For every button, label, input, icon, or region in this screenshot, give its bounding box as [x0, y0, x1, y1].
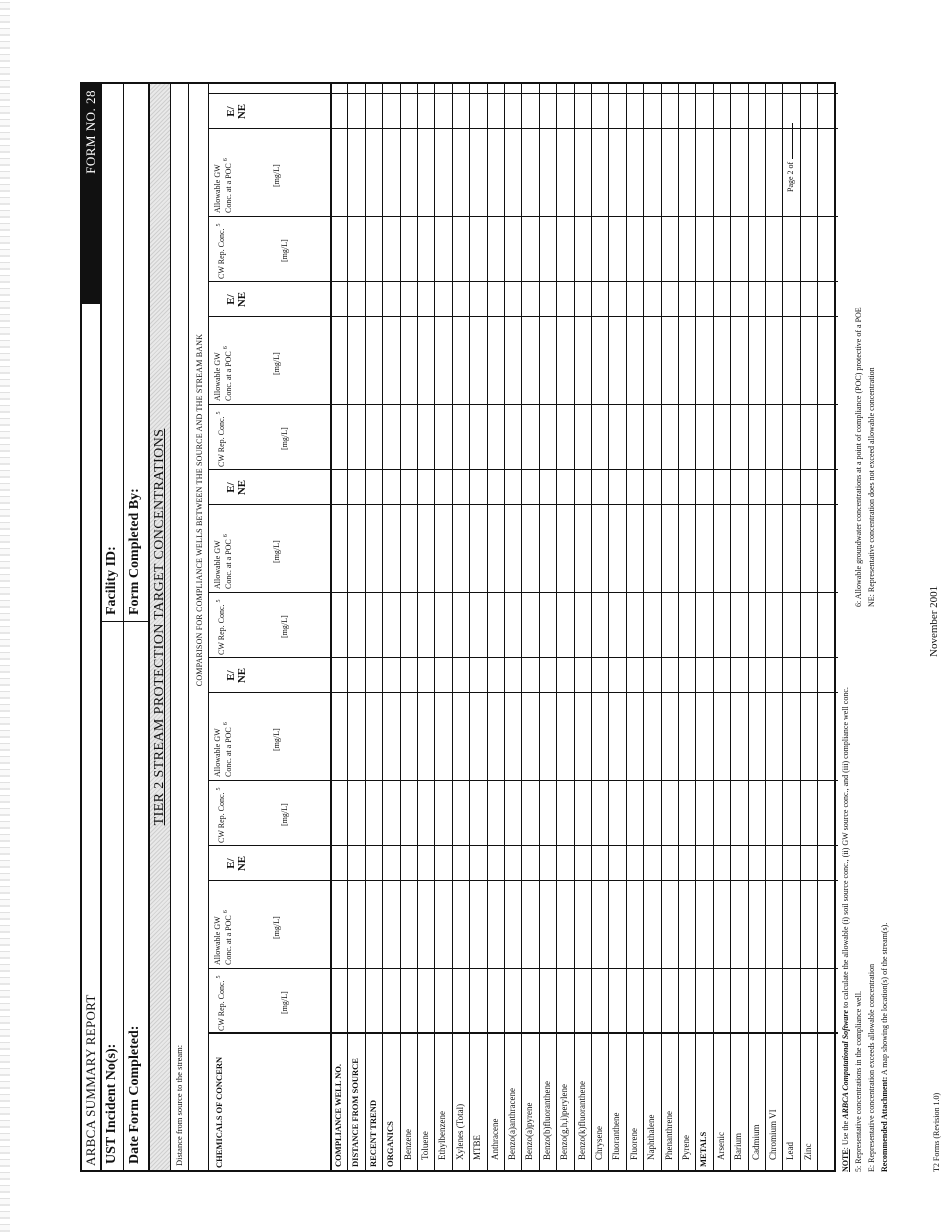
footnote-6: 6	[223, 534, 229, 538]
group-divider	[208, 469, 838, 470]
column-divider	[208, 880, 838, 881]
chemical-row-label: Toluene	[420, 1131, 430, 1160]
header-bottom-divider	[330, 84, 332, 1170]
column-divider	[208, 128, 838, 129]
metal-row-label: Lead	[785, 1142, 796, 1160]
allowable-line2: Conc. at a POC	[224, 915, 233, 965]
group-divider	[208, 1032, 838, 1034]
row-divider	[556, 84, 557, 1170]
allowable-gw-header	[212, 319, 236, 401]
column-divider	[208, 504, 838, 505]
row-divider	[434, 84, 435, 1170]
attachment-text: A map showing the location(s) of the stream(s).	[880, 922, 889, 1077]
footnote-5: 5	[216, 599, 222, 603]
allowable-line1: Allowable GW	[213, 540, 222, 589]
e-label: E/	[225, 482, 237, 493]
report-title: ARBCA SUMMARY REPORT	[83, 994, 98, 1166]
cw-rep-conc-header	[216, 594, 229, 655]
footer-revision: T2 Forms (Revision 1.0)	[932, 1092, 941, 1172]
e-ne-header	[226, 94, 248, 129]
allowable-unit: [mg/L]	[272, 916, 281, 939]
title-bar	[82, 84, 100, 1170]
cw-unit: [mg/L]	[280, 803, 289, 826]
divider	[208, 84, 209, 1170]
info-row-label: DISTANCE FROM SOURCE	[350, 1058, 361, 1167]
chemical-row-label: Pyrene	[681, 1135, 691, 1160]
allowable-line2: Conc. at a POC	[224, 351, 233, 401]
group-divider	[208, 845, 838, 846]
row-divider	[730, 84, 731, 1170]
e-label: E/	[225, 106, 237, 117]
organics-section-label: ORGANICS	[385, 1121, 396, 1167]
divider	[123, 84, 124, 1170]
allowable-line1: Allowable GW	[213, 352, 222, 401]
note-ne: NE: Representative concentration does not exceed allowable concentration	[867, 367, 876, 607]
page-number-text: Page 2 of	[786, 161, 795, 192]
row-divider	[817, 84, 818, 1170]
row-divider	[382, 84, 383, 1170]
column-divider	[208, 592, 838, 593]
row-divider	[347, 84, 348, 1170]
row-divider	[765, 84, 766, 1170]
allowable-gw-header	[212, 131, 236, 213]
row-divider	[608, 84, 609, 1170]
distance-to-stream-label: Distance from source to the stream:	[174, 1044, 184, 1166]
chemical-row-label: Ethylbenzene	[437, 1111, 448, 1160]
cw-rep-conc-label: CW Rep. Conc.	[217, 980, 226, 1031]
note-main	[840, 687, 852, 1172]
chemical-row-label: Fluoranthene	[611, 1112, 622, 1160]
cw-rep-conc-label: CW Rep. Conc.	[217, 604, 226, 655]
chemical-row-label: Anthracene	[489, 1118, 500, 1160]
allowable-gw-header	[212, 695, 236, 777]
chemical-row-label: Chrysene	[594, 1126, 604, 1160]
section-title: TIER 2 STREAM PROTECTION TARGET CONCENTRATIONS	[152, 428, 167, 826]
column-divider	[208, 968, 838, 969]
row-divider	[469, 84, 470, 1170]
row-divider	[417, 84, 418, 1170]
allowable-line2-wrap	[223, 319, 236, 401]
row-divider	[400, 84, 401, 1170]
footnote-6: 6	[223, 346, 229, 350]
cw-rep-conc-label: CW Rep. Conc.	[217, 416, 226, 467]
row-divider	[626, 84, 627, 1170]
row-divider	[661, 84, 662, 1170]
cw-rep-conc-header	[216, 218, 229, 279]
chemical-row-label: Benzene	[402, 1129, 413, 1160]
e-ne-header	[226, 658, 248, 693]
divider	[100, 621, 150, 622]
group-divider	[208, 657, 838, 658]
form-number-badge: FORM NO. 28	[82, 84, 100, 304]
e-ne-header	[226, 846, 248, 881]
e-label: E/	[225, 858, 237, 869]
chemical-row-label: Benzo(g,h,i)perylene	[559, 1084, 570, 1160]
allowable-line1: Allowable GW	[213, 916, 222, 965]
note-5: 5: Representative concentrations in the compliance well.	[854, 990, 863, 1172]
note-e: E: Representative concentration exceeds allowable concentration	[867, 963, 876, 1172]
column-divider	[208, 780, 838, 781]
allowable-line2: Conc. at a POC	[224, 727, 233, 777]
recommended-attachment	[879, 923, 891, 1172]
ne-label: NE	[236, 667, 248, 684]
cw-unit: [mg/L]	[280, 239, 289, 262]
info-row-label: RECENT TREND	[367, 1100, 378, 1167]
allowable-line2-wrap	[223, 883, 236, 965]
allowable-unit: [mg/L]	[272, 728, 281, 751]
metal-row-label: Arsenic	[715, 1132, 726, 1160]
ne-label: NE	[236, 103, 248, 120]
arbca-form	[80, 82, 836, 1172]
chemical-row-label: Naphthalene	[646, 1114, 657, 1160]
row-divider	[591, 84, 592, 1170]
cw-rep-conc-header	[216, 782, 229, 843]
footnote-6: 6	[223, 158, 229, 162]
footnote-6: 6	[223, 910, 229, 914]
ne-label: NE	[236, 479, 248, 496]
chemical-row-label: Benzo(b)fluoranthene	[541, 1081, 552, 1160]
footnote-5: 5	[216, 411, 222, 415]
cw-rep-conc-label: CW Rep. Conc.	[217, 792, 226, 843]
note-text-a: : Use the	[841, 1118, 850, 1150]
table-right-edge	[208, 93, 838, 94]
footnote-5: 5	[216, 223, 222, 227]
allowable-line2-wrap	[223, 695, 236, 777]
info-row-label: COMPLIANCE WELL NO.	[333, 1063, 343, 1167]
column-divider	[208, 316, 838, 317]
row-divider	[539, 84, 540, 1170]
metal-row-label: Chromium VI	[768, 1109, 778, 1160]
cw-rep-conc-header	[216, 970, 229, 1031]
metal-row-label: Barium	[733, 1133, 744, 1160]
page-number	[786, 123, 795, 192]
chemical-row-label: Benzo(a)anthracene	[507, 1088, 517, 1160]
allowable-unit: [mg/L]	[272, 540, 281, 563]
column-divider	[208, 404, 838, 405]
footer-date: November 2001	[928, 585, 940, 657]
divider	[170, 84, 171, 1170]
scan-artifact-strip	[0, 0, 10, 1232]
note-text-b: to calculate the allowable (i) soil source conc., (ii) GW source conc., and (iii) compliance well conc.	[841, 687, 850, 1010]
row-divider	[782, 84, 783, 1170]
metal-row-label: Zinc	[802, 1143, 813, 1160]
e-label: E/	[225, 294, 237, 305]
group-divider	[208, 281, 838, 282]
metals-section-label: METALS	[698, 1131, 709, 1167]
row-divider	[521, 84, 522, 1170]
cw-rep-conc-header	[216, 406, 229, 467]
row-divider	[452, 84, 453, 1170]
note-software: ARBCA Computational Software	[841, 1009, 850, 1119]
chemical-row-label: Benzo(k)fluoranthene	[576, 1081, 587, 1160]
footnote-5: 5	[216, 787, 222, 791]
row-divider	[695, 84, 696, 1170]
row-divider	[365, 84, 366, 1170]
ne-label: NE	[236, 291, 248, 308]
form-completed-by-label: Form Completed By:	[127, 488, 142, 615]
row-divider	[487, 84, 488, 1170]
facility-id-label: Facility ID:	[104, 546, 119, 615]
divider	[100, 84, 102, 1170]
row-divider	[748, 84, 749, 1170]
allowable-line1: Allowable GW	[213, 164, 222, 213]
chemical-row-label: Benzo(a)pyrene	[524, 1102, 535, 1160]
e-ne-header	[226, 470, 248, 505]
allowable-line2-wrap	[223, 131, 236, 213]
chemical-row-label: Fluorene	[628, 1128, 639, 1160]
e-label: E/	[225, 670, 237, 681]
chemicals-of-concern-header: CHEMICALS OF CONCERN	[214, 1056, 224, 1168]
note-6: 6: Allowable groundwater concentrations at a point of compliance (POC) protective of a POE	[854, 307, 863, 607]
page-total-blank[interactable]	[792, 123, 793, 159]
chemical-row-label: MTBE	[472, 1134, 483, 1160]
footnote-6: 6	[223, 722, 229, 726]
allowable-line2: Conc. at a POC	[224, 163, 233, 213]
ne-label: NE	[236, 855, 248, 872]
chemical-row-label: Xylenes (Total)	[454, 1103, 465, 1160]
chemical-row-label: Phenanthrene	[663, 1111, 674, 1160]
e-ne-header	[226, 282, 248, 317]
allowable-line2: Conc. at a POC	[224, 539, 233, 589]
column-divider	[208, 692, 838, 693]
divider	[188, 84, 189, 1170]
date-completed-label: Date Form Completed:	[127, 1025, 142, 1164]
allowable-unit: [mg/L]	[272, 164, 281, 187]
row-divider	[713, 84, 714, 1170]
row-divider	[504, 84, 505, 1170]
comparison-title: COMPARISON FOR COMPLIANCE WELLS BETWEEN THE SOURCE AND THE STREAM BANK	[195, 333, 204, 687]
attachment-label: Recommended Attachment:	[880, 1076, 889, 1172]
allowable-unit: [mg/L]	[272, 352, 281, 375]
column-divider	[208, 216, 838, 217]
allowable-line2-wrap	[223, 507, 236, 589]
row-divider	[800, 84, 801, 1170]
metal-row-label: Cadmium	[750, 1124, 761, 1160]
row-divider	[574, 84, 575, 1170]
cw-rep-conc-label: CW Rep. Conc.	[217, 228, 226, 279]
cw-unit: [mg/L]	[280, 991, 289, 1014]
row-divider	[678, 84, 679, 1170]
cw-unit: [mg/L]	[280, 615, 289, 638]
note-prefix: NOTE	[841, 1149, 850, 1172]
allowable-gw-header	[212, 883, 236, 965]
allowable-gw-header	[212, 507, 236, 589]
row-divider	[643, 84, 644, 1170]
allowable-line1: Allowable GW	[213, 728, 222, 777]
cw-unit: [mg/L]	[280, 427, 289, 450]
footnote-5: 5	[216, 975, 222, 979]
ust-incident-label: UST Incident No(s):	[104, 1043, 119, 1164]
